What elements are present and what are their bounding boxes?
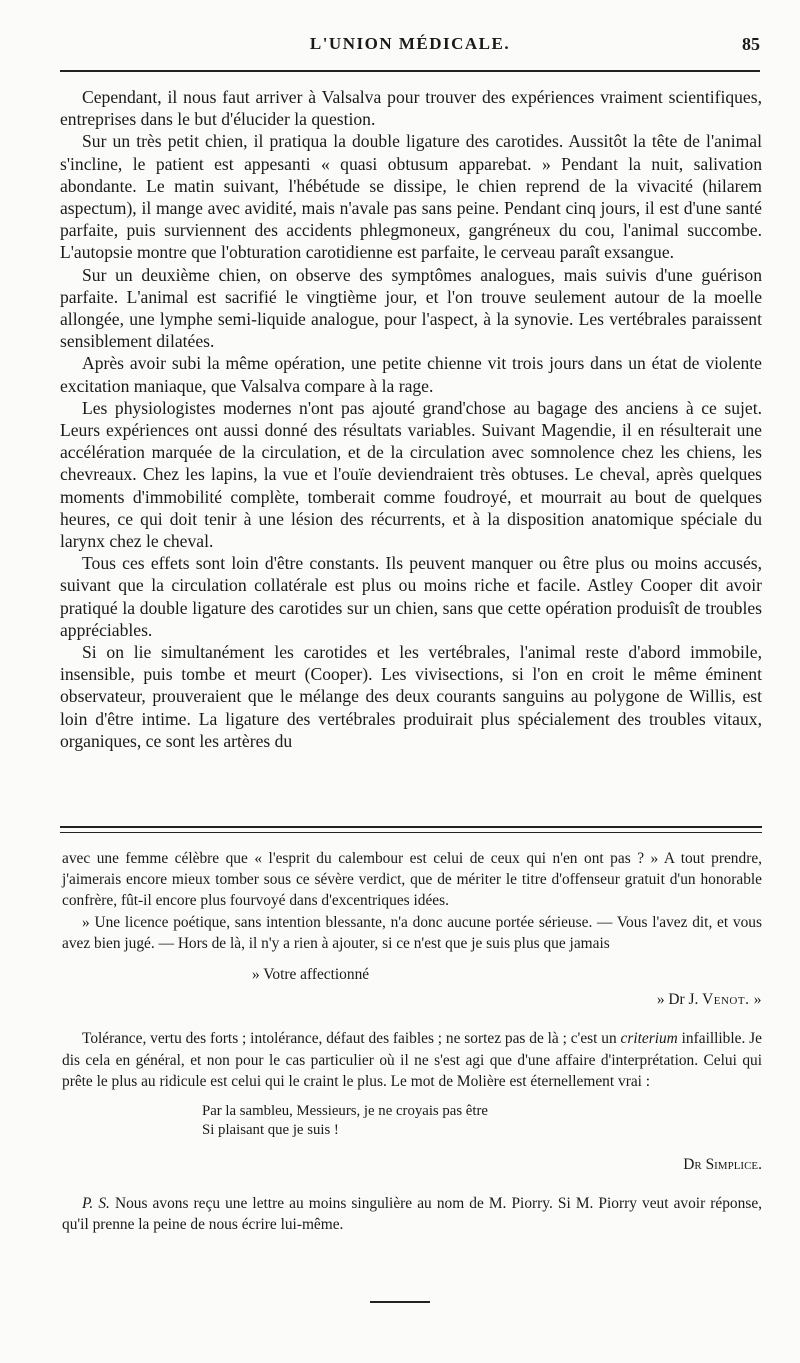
signature-prefix: » Dr J.: [656, 991, 699, 1009]
ps-text: Nous avons reçu une lettre au moins singulière au nom de M. Piorry. Si M. Piorry veut avoir réponse, qu'il prenne la peine de nous écrire lui-même.: [62, 1195, 762, 1234]
italic-term: criterium: [620, 1030, 678, 1048]
postscript: [62, 1193, 762, 1235]
quote-line: Par la sambleu, Messieurs, je ne croyais pas être: [202, 1103, 488, 1120]
article-paragraph: Cependant, il nous faut arriver à Valsalva pour trouver des expériences vraiment scientifiques, entreprises dans le but d'élucider la question.: [60, 87, 762, 130]
text-run: Tolérance, vertu des forts ; intolérance, défaut des faibles ; ne sortez pas de là ; c'est un: [82, 1030, 621, 1048]
letter-closing: » Votre affectionné: [252, 966, 370, 984]
text-run: infaillible. Je dis cela en général, et non pour le cas particulier où il ne s'est agi que d'une affaire d'interprétation. Celui qui prête le plus au ridicule est celui qui le craint le plus. Le mot de Molière est éternellement vrai :: [62, 1030, 763, 1090]
article-paragraph: Sur un deuxième chien, on observe des symptômes analogues, mais suivis d'une guérison parfaite. L'animal est sacrifié le vingtième jour, et l'on trouve seulement autour de la moelle allongée, une lymphe semi-liquide analogue, pour l'aspect, à la synovie. Les vertébrales paraissent sensiblement dilatées.: [60, 264, 762, 352]
article-paragraph: Après avoir subi la même opération, une petite chienne vit trois jours dans un état de violente excitation maniaque, que Valsalva compare à la rage.: [60, 353, 762, 396]
moliere-quote: [202, 1102, 762, 1140]
quote-line: Si plaisant que je suis !: [202, 1122, 339, 1139]
signature-name: Venot. »: [702, 991, 762, 1009]
author-signature: Dr Simplice.: [683, 1156, 762, 1174]
running-title: L'UNION MÉDICALE.: [309, 34, 511, 53]
feuilleton-separator: [60, 826, 762, 833]
page-header: [60, 34, 760, 64]
letter-signature: [62, 989, 762, 1010]
article-paragraph: Les physiologistes modernes n'ont pas ajouté grand'chose au bagage des anciens à ce sujet. Leurs expériences ont aussi donné des résultats variables. Suivant Magendie, il en résulterait une accélération marquée de la circulation, et de la circulation avec somnolence chez les chiens, les chevreaux. Chez les lapins, la vue et l'ouïe deviendraient très obtuses. Le cheval, après quelques moments d'immobilité complète, tomberait comme foudroyé, et mourrait au bout de quelques heures, ce qui doit tenir à une lésion des récurrents, et à la disposition anatomique spéciale du larynx chez le cheval.: [60, 397, 762, 552]
article-paragraph: Tous ces effets sont loin d'être constants. Ils peuvent manquer ou être plus ou moins accusés, suivant que la circulation collatérale est plus ou moins riche et facile. Astley Cooper dit avoir pratiqué la double ligature des carotides sur un chien, sans que cette opération produisît de troubles appréciables.: [60, 553, 762, 640]
feuilleton-paragraph: [62, 1028, 762, 1092]
page-number: 85: [742, 34, 760, 54]
end-rule: [370, 1301, 430, 1303]
header-rule: [60, 70, 760, 72]
feuilleton-section: [62, 848, 762, 1236]
article-body: [60, 86, 762, 752]
feuilleton-paragraph: avec une femme célèbre que « l'esprit du calembour est celui de ceux qui n'en ont pas ? » A tout prendre, j'aimerais encore mieux tomber sous ce sévère verdict, que de mériter le titre d'offenseur gratuit d'un honorable confrère, fût-il encore plus fourvoyé dans d'excentriques idées.: [62, 850, 762, 910]
article-paragraph: Si on lie simultanément les carotides et les vertébrales, l'animal reste d'abord immobile, insensible, puis tombe et meurt (Cooper). Les vivisections, si l'on en croit le même éminent observateur, prouveraient que le mélange des deux courants sanguins au polygone de Willis, est loin d'être intime. La ligature des vertébrales produirait plus spécialement des troubles vitaux, organiques, ce sont les artères du: [60, 642, 762, 751]
feuilleton-paragraph: » Une licence poétique, sans intention blessante, n'a donc aucune portée sérieuse. — Vous l'avez dit, et vous avez bien jugé. — Hors de là, il n'y a rien à ajouter, si ce n'est que je suis plus que jamais: [62, 913, 762, 952]
ps-label: P. S.: [82, 1195, 110, 1213]
article-paragraph: Sur un très petit chien, il pratiqua la double ligature des carotides. Aussitôt la tête de l'animal s'incline, le patient est appesanti « quasi obtusum apparebat. » Pendant la nuit, salivation abondante. Le matin suivant, l'hébétude se dissipe, le chien reprend de la vivacité (hilarem aspectum), il mange avec avidité, mais n'avale pas sans peine. Pendant cinq jours, il est d'une santé parfaite, puis surviennent des accidents phlegmoneux, gangréneux du cou, l'animal succombe. L'autopsie montre que l'obturation carotidienne est parfaite, le cerveau paraît exsangue.: [60, 131, 762, 263]
